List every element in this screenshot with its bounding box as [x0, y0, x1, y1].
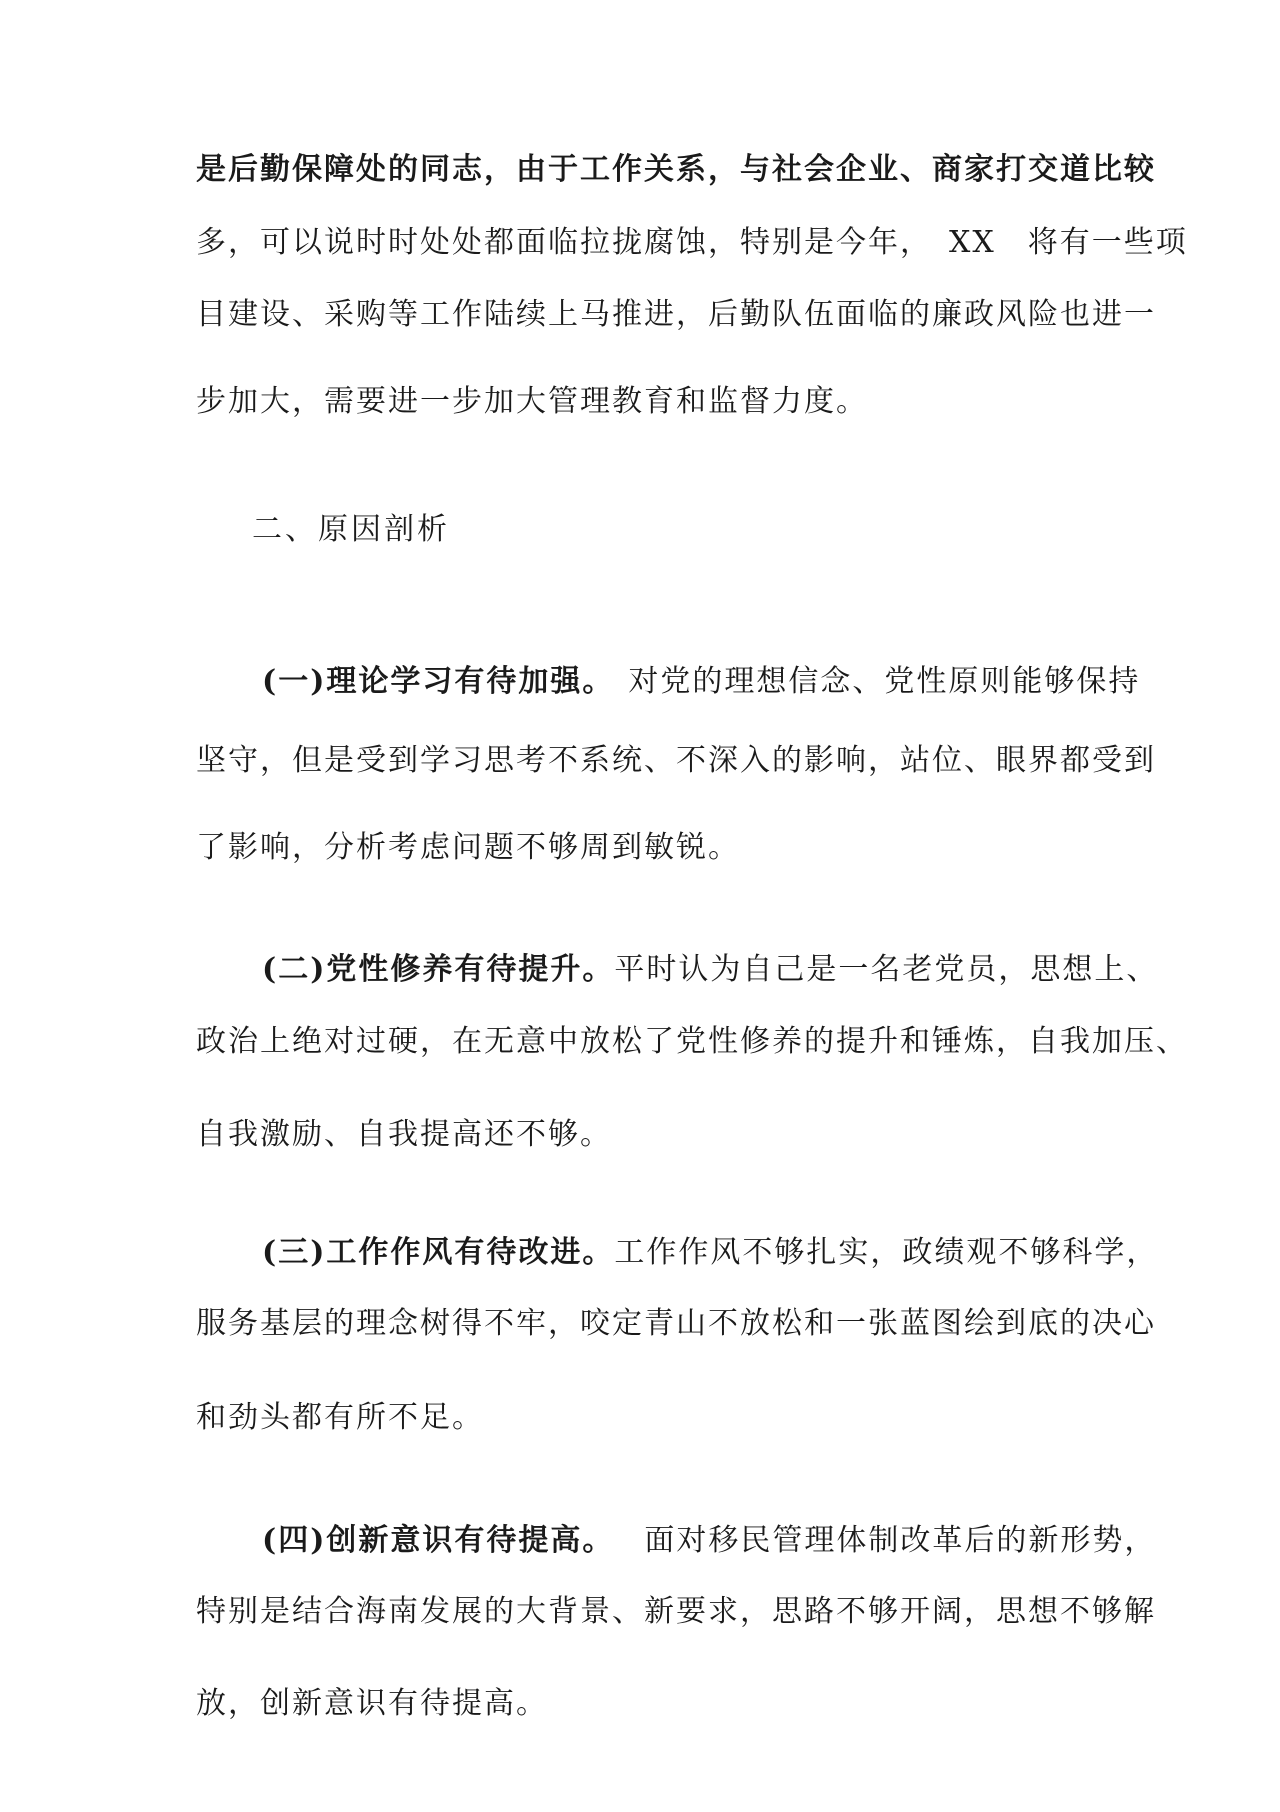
- paragraph-line: 多，可以说时时处处都面临拉拢腐蚀，特别是今年， XX 将有一些项: [196, 225, 1188, 260]
- item-text: 工作作风不够扎实，政绩观不够科学，: [614, 1235, 1159, 1270]
- paragraph-line: 服务基层的理念树得不牢，咬定青山不放松和一张蓝图绘到底的决心: [196, 1306, 1156, 1341]
- item-first-line: [262, 1235, 1159, 1271]
- paragraph-line: 坚守，但是受到学习思考不系统、不深入的影响，站位、眼界都受到: [196, 743, 1156, 778]
- item-text: 对党的理想信念、党性原则能够保持: [628, 664, 1141, 699]
- section-heading: 二、原因剖析: [252, 512, 450, 547]
- item-title: (一)理论学习有待加强。: [262, 664, 615, 699]
- paragraph-line: 政治上绝对过硬，在无意中放松了党性修养的提升和锤炼，自我加压、: [196, 1024, 1188, 1059]
- paragraph-line: 特别是结合海南发展的大背景、新要求，思路不够开阔，思想不够解: [196, 1594, 1156, 1629]
- item-title: (三)工作作风有待改进。: [262, 1235, 615, 1270]
- paragraph-line: 目建设、采购等工作陆续上马推进，后勤队伍面临的廉政风险也进一: [196, 297, 1156, 332]
- paragraph-line: 自我激励、自我提高还不够。: [196, 1117, 612, 1152]
- item-first-line: [262, 952, 1159, 988]
- item-first-line: [262, 664, 1141, 700]
- item-first-line: [262, 1523, 1157, 1559]
- paragraph-line: 和劲头都有所不足。: [196, 1400, 484, 1435]
- paragraph-line: 步加大，需要进一步加大管理教育和监督力度。: [196, 384, 868, 419]
- item-title: (四)创新意识有待提高。: [262, 1523, 615, 1558]
- item-text: 平时认为自己是一名老党员，思想上、: [614, 952, 1159, 987]
- item-title: (二)党性修养有待提升。: [262, 952, 615, 987]
- paragraph-line: 了影响，分析考虑问题不够周到敏锐。: [196, 830, 740, 865]
- paragraph-line: 是后勤保障处的同志，由于工作关系，与社会企业、商家打交道比较: [196, 152, 1156, 187]
- item-text: 面对移民管理体制改革后的新形势，: [644, 1523, 1157, 1558]
- paragraph-line: 放，创新意识有待提高。: [196, 1686, 548, 1721]
